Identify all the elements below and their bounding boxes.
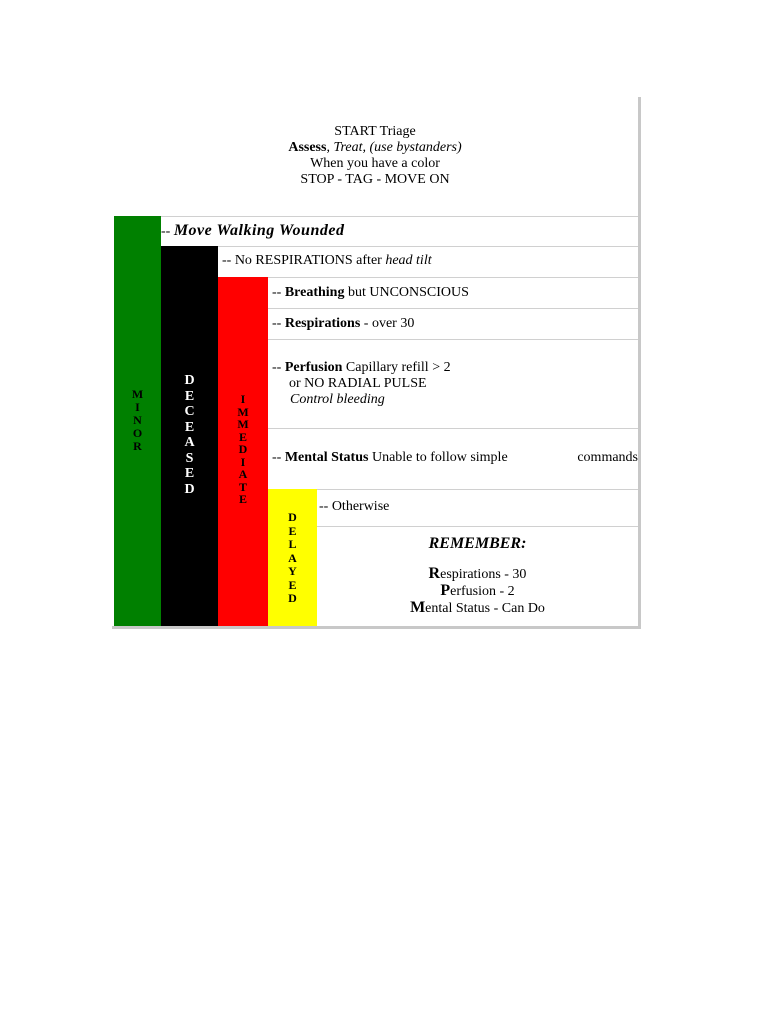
remember-item: Mental Status - Can Do [410,599,545,616]
row-otherwise [317,489,638,526]
remember-item: Perfusion - 2 [440,582,515,599]
minor-label: M I N O R [131,387,144,453]
bystanders-note: (use bystanders) [369,140,462,155]
header-stop-line: STOP - TAG - MOVE ON [300,172,450,187]
deceased-label: D E C E A S E D [184,373,195,497]
minor-bar [114,216,161,626]
header-color-line: When you have a color [310,156,440,171]
immediate-bar [218,277,268,626]
perfusion-label: Perfusion [284,360,343,375]
start-triage-card [112,97,641,629]
assess-label: Assess [288,140,327,155]
treat-label: Treat, [333,140,366,155]
delayed-label: D E L A Y E D [288,510,297,605]
remember-item: Respirations - 30 [428,565,527,582]
row-mental-status: -- Mental Status Unable to follow simple commands [268,428,638,489]
delayed-bar [268,489,317,626]
respirations-label: Respirations [284,316,361,331]
triage-header [112,97,638,216]
row-perfusion: -- Perfusion Capillary refill > 2 or NO RADIAL PULSE Control bleeding [268,339,638,428]
breathing-label: Breathing [284,285,345,300]
header-assess-line: Assess, Treat, (use bystanders) [288,140,462,155]
row-walking-wounded: -- Move Walking Wounded [161,216,638,246]
walking-wounded-label: Move Walking Wounded [173,222,345,239]
control-bleeding: Control bleeding [290,392,385,407]
remember-box [317,526,638,626]
row-breathing: -- Breathing but UNCONSCIOUS [268,277,638,308]
remember-title: REMEMBER: [428,535,527,552]
header-title: START Triage [334,124,416,139]
immediate-label: I M M E D I A T E [237,392,249,506]
otherwise-label: -- Otherwise [319,499,390,514]
head-tilt-note: head tilt [385,253,432,268]
row-respirations: -- Respirations - over 30 [268,308,638,339]
row-no-respirations: -- No RESPIRATIONS after head tilt [218,246,638,277]
no-radial-pulse: or NO RADIAL PULSE [289,376,427,391]
mental-status-label: Mental Status [284,450,369,465]
deceased-bar [161,246,218,626]
